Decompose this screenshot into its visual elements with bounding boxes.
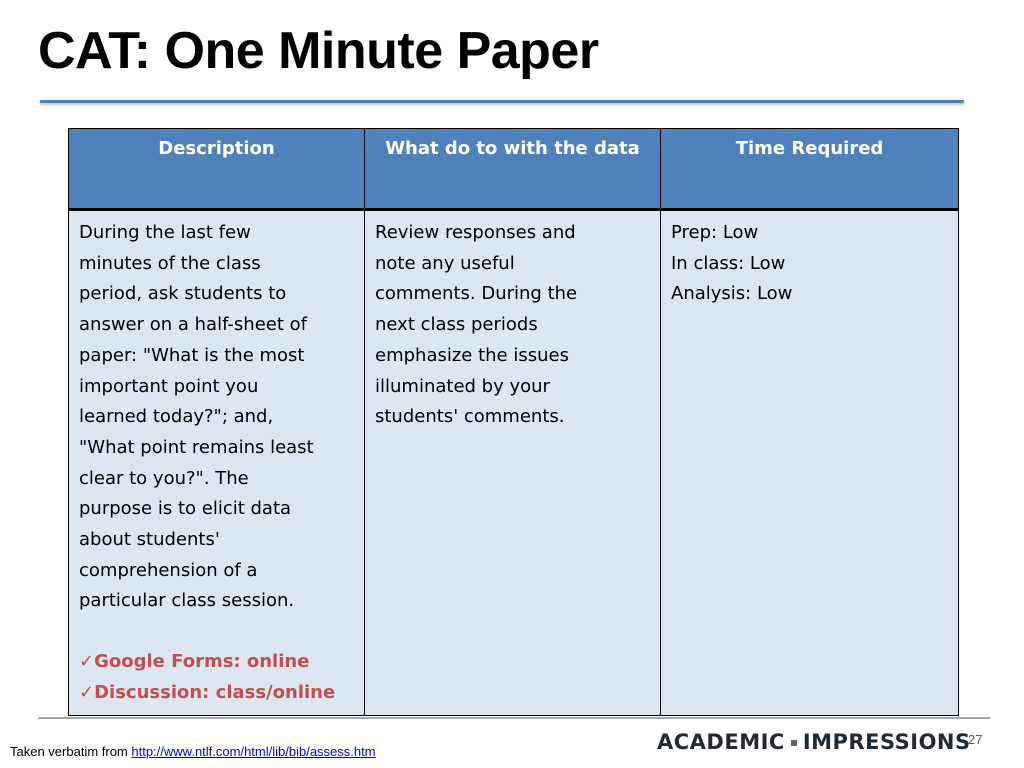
- header-description: Description: [69, 129, 365, 210]
- description-line: "What point remains least: [79, 436, 314, 458]
- checklist-item: [79, 647, 354, 678]
- time-required-text: [671, 218, 948, 310]
- table-header-row: [69, 129, 959, 210]
- footer-divider: [38, 717, 990, 719]
- time-required-line: Analysis: Low: [671, 283, 793, 305]
- source-citation: [10, 744, 376, 759]
- checklist-label: Discussion: class/online: [94, 681, 336, 703]
- data-usage-line: next class periods: [375, 314, 538, 336]
- data-usage-line: students' comments.: [375, 406, 565, 428]
- cell-description: [69, 210, 365, 716]
- checklist-label: Google Forms: online: [94, 651, 310, 673]
- table-row: [69, 210, 959, 716]
- checklist-item: [79, 678, 354, 709]
- data-usage-text: [375, 218, 650, 433]
- logo-separator: [791, 740, 797, 746]
- title-underline: [40, 100, 964, 103]
- description-line: purpose is to elicit data: [79, 498, 292, 520]
- description-line: particular class session.: [79, 590, 295, 612]
- data-usage-line: comments. During the: [375, 283, 578, 305]
- description-line: clear to you?". The: [79, 467, 249, 489]
- description-text: [79, 218, 354, 617]
- source-prefix: Taken verbatim from: [10, 744, 132, 759]
- checklist: [79, 647, 354, 708]
- page-number: 27: [968, 732, 983, 747]
- academic-impressions-logo: [657, 730, 971, 754]
- header-time-required: Time Required: [661, 129, 959, 210]
- data-usage-line: illuminated by your: [375, 375, 550, 397]
- description-line: During the last few: [79, 222, 251, 243]
- logo-word-impressions: IMPRESSIONS: [802, 730, 971, 754]
- cell-data-usage: [365, 210, 661, 716]
- description-line: minutes of the class: [79, 252, 261, 274]
- description-line: answer on a half-sheet of: [79, 314, 307, 336]
- cell-time-required: [661, 210, 959, 716]
- data-usage-line: note any useful: [375, 252, 515, 274]
- data-usage-line: emphasize the issues: [375, 344, 569, 366]
- description-line: comprehension of a: [79, 559, 258, 581]
- description-line: important point you: [79, 375, 259, 397]
- description-line: about students': [79, 529, 220, 551]
- time-required-line: Prep: Low: [671, 222, 759, 243]
- header-data-usage: What do to with the data: [365, 129, 661, 210]
- time-required-line: In class: Low: [671, 252, 786, 274]
- logo-word-academic: ACADEMIC: [657, 730, 785, 754]
- description-line: period, ask students to: [79, 283, 287, 305]
- checkmark-icon: ✓: [79, 681, 95, 703]
- source-link[interactable]: http://www.ntlf.com/html/lib/bib/assess.htm: [131, 744, 376, 759]
- cat-table: [68, 128, 959, 716]
- data-usage-line: Review responses and: [375, 222, 576, 243]
- slide-title: CAT: One Minute Paper: [38, 22, 599, 80]
- description-line: paper: "What is the most: [79, 344, 305, 366]
- checkmark-icon: ✓: [79, 651, 95, 673]
- description-line: learned today?"; and,: [79, 406, 274, 428]
